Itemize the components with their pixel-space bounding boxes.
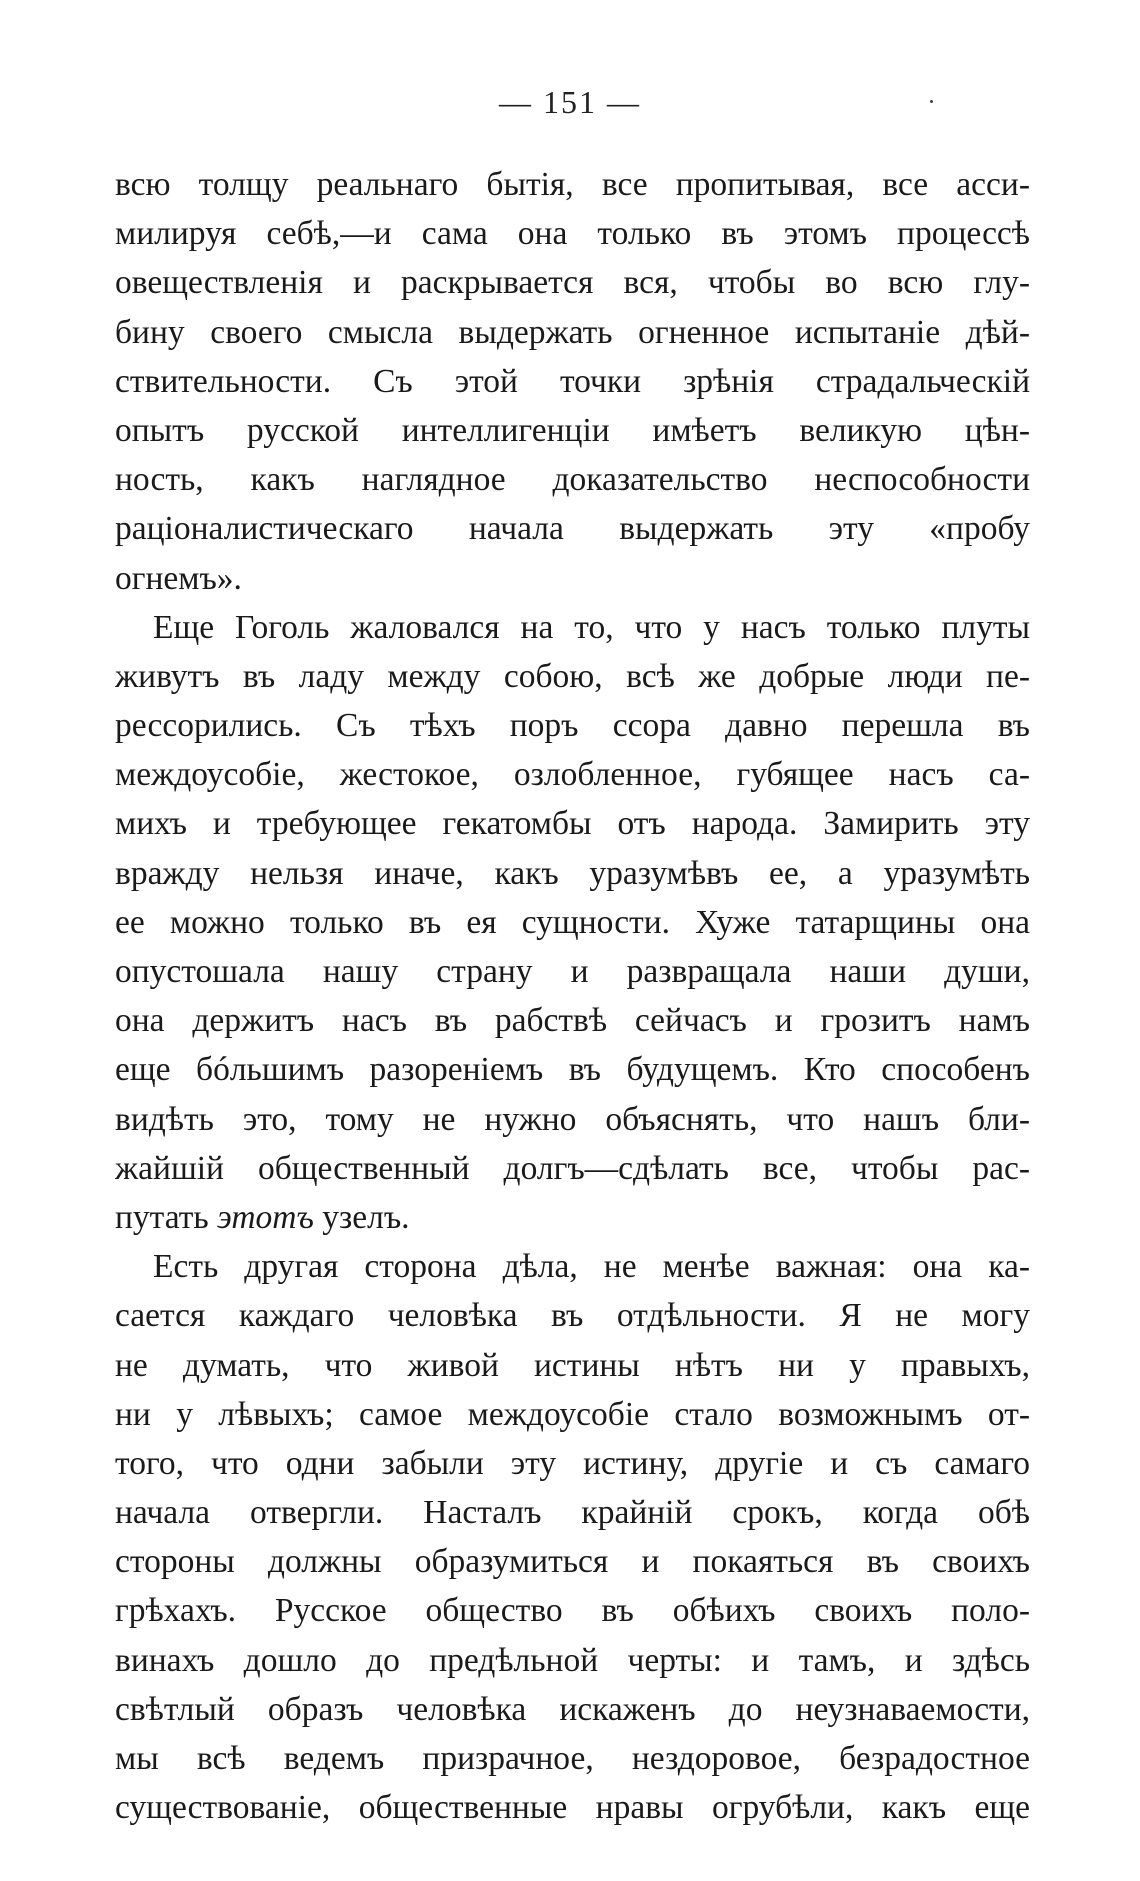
text-line: всю толщу реальнаго бытія, все пропитывая, все асси- <box>115 166 1030 203</box>
text-fragment: путать <box>115 1198 218 1236</box>
text-line: грѣхахъ. Русское общество въ обѣихъ своихъ поло- <box>115 1592 1030 1630</box>
text-fragment: узелъ. <box>313 1198 410 1236</box>
print-speck <box>930 100 933 103</box>
paragraph-1 <box>115 160 1030 603</box>
text-line: Еще Гоголь жаловался на то, что у насъ только плуты <box>153 608 1030 646</box>
text-line: раціоналистическаго начала выдержать эту «пробу <box>115 510 1030 548</box>
text-line: опустошала нашу страну и развращала наши души, <box>115 953 1030 990</box>
text-line: ность, какъ наглядное доказательство неспособности <box>115 461 1030 499</box>
text-line: ствительности. Съ этой точки зрѣнія страдальческій <box>115 362 1030 400</box>
text-line: не думать, что живой истины нѣтъ ни у правыхъ, <box>115 1346 1030 1384</box>
text-line: стороны должны образумиться и покаяться въ своихъ <box>115 1543 1030 1581</box>
italic-word: этотъ <box>217 1198 314 1236</box>
text-line: опытъ русской интеллигенціи имѣетъ великую цѣн- <box>115 411 1030 449</box>
text-line: мы всѣ ведемъ призрачное, нездоровое, безрадостное <box>115 1740 1030 1777</box>
paragraph-3 <box>115 1242 1030 1832</box>
text-line: овеществленія и раскрывается вся, чтобы во всю глу- <box>115 264 1030 302</box>
text-line: еще бóльшимъ разореніемъ въ будущемъ. Кто способенъ <box>115 1051 1030 1089</box>
text-line <box>115 1193 1030 1242</box>
text-line: междоусобіе, жестокое, озлобленное, губящее насъ са- <box>115 756 1030 794</box>
text-line: огнемъ». <box>115 559 242 597</box>
text-line: Есть другая сторона дѣла, не менѣе важная: она ка- <box>153 1248 1030 1286</box>
text-line: жайшій общественный долгъ—сдѣлать все, чтобы рас- <box>115 1149 1030 1187</box>
text-line: живутъ въ ладу между собою, всѣ же добрые люди пе- <box>115 657 1030 695</box>
text-line: ее можно только въ ея сущности. Хуже татарщины она <box>115 903 1030 941</box>
text-line: винахъ дошло до предѣльной черты: и тамъ, и здѣсь <box>115 1641 1030 1679</box>
text-line: бину своего смысла выдержать огненное испытаніе дѣй- <box>115 313 1030 351</box>
text-line: вражду нельзя иначе, какъ уразумѣвъ ее, а уразумѣть <box>115 854 1030 892</box>
text-line: того, что одни забыли эту истину, другіе и съ самаго <box>115 1444 1030 1482</box>
text-line: михъ и требующее гекатомбы отъ народа. Замирить эту <box>115 805 1030 843</box>
page-number: — 151 — <box>499 84 641 120</box>
text-line: она держитъ насъ въ рабствѣ сейчасъ и грозитъ намъ <box>115 1002 1030 1040</box>
text-line: существованіе, общественные нравы огрубѣли, какъ еще <box>115 1789 1030 1827</box>
text-line: свѣтлый образъ человѣка искаженъ до неузнаваемости, <box>115 1690 1030 1728</box>
text-line: сается каждаго человѣка въ отдѣльности. Я не могу <box>115 1297 1030 1335</box>
text-line: видѣть это, тому не нужно объяснять, что нашъ бли- <box>115 1100 1030 1138</box>
text-line: милируя себѣ,—и сама она только въ этомъ процессѣ <box>115 215 1030 253</box>
paragraph-2 <box>115 603 1030 1242</box>
text-line: ни у лѣвыхъ; самое междоусобіе стало возможнымъ от- <box>115 1395 1030 1433</box>
text-line: начала отвергли. Насталъ крайній срокъ, когда обѣ <box>115 1494 1030 1532</box>
text-line: рессорились. Съ тѣхъ поръ ссора давно перешла въ <box>115 707 1030 745</box>
body-text <box>115 160 1030 1832</box>
